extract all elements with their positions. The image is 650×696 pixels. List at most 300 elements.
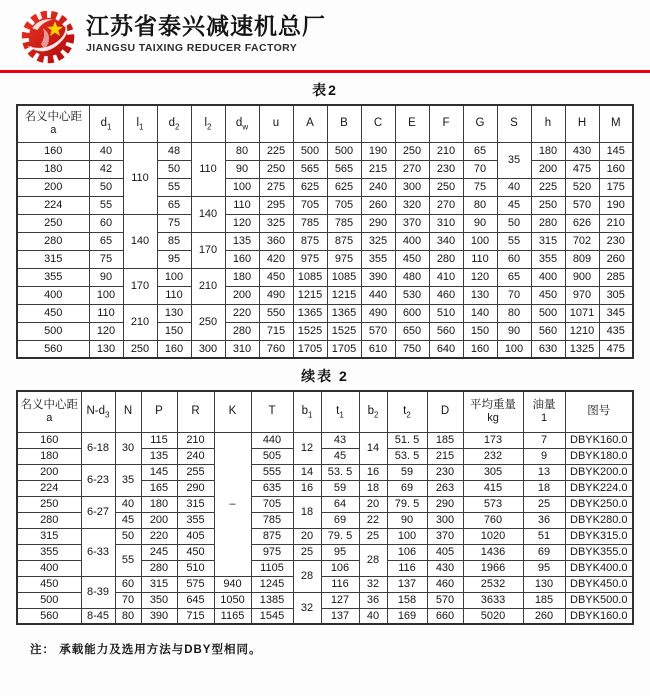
- table-cell: 405: [177, 528, 214, 544]
- table-cell: 1020: [463, 528, 523, 544]
- table-cell: 90: [89, 268, 123, 286]
- table-cell: 355: [531, 250, 565, 268]
- table-cell: 65: [89, 232, 123, 250]
- column-header: $d_2$: [157, 105, 191, 142]
- table-cell: 575: [177, 576, 214, 592]
- table-cell: 173: [463, 432, 523, 448]
- table-row: [17, 178, 633, 196]
- column-header: R: [177, 391, 214, 432]
- table-cell: 560: [17, 340, 89, 358]
- table-cell: 625: [327, 178, 361, 196]
- table-cell: 60: [89, 214, 123, 232]
- table-cell: 1365: [327, 304, 361, 322]
- table-cell: 630: [531, 340, 565, 358]
- table-cell: 325: [361, 232, 395, 250]
- table-cell: 210: [599, 214, 633, 232]
- continued-spec-table: [16, 390, 634, 625]
- table-cell: 160: [225, 250, 259, 268]
- table-cell: 555: [251, 464, 293, 480]
- table-cell: 705: [251, 496, 293, 512]
- table-cell: 785: [293, 214, 327, 232]
- table-cell: 405: [427, 544, 463, 560]
- table-cell: 51. 5: [387, 432, 427, 448]
- table-cell: 43: [321, 432, 359, 448]
- table-cell: 275: [259, 178, 293, 196]
- table-cell: 69: [387, 480, 427, 496]
- table-cell: 95: [523, 560, 565, 576]
- column-header: $d_w$: [225, 105, 259, 142]
- table-cell: 90: [497, 322, 531, 340]
- table-cell: 210: [191, 268, 225, 304]
- table-cell: 390: [141, 608, 177, 624]
- table-cell: 40: [115, 496, 141, 512]
- table-cell: 280: [141, 560, 177, 576]
- table-cell: 450: [177, 544, 214, 560]
- table-cell: 3633: [463, 592, 523, 608]
- table-row: [17, 160, 633, 178]
- table-cell: 809: [565, 250, 599, 268]
- column-header: F: [429, 105, 463, 142]
- table-row: [17, 268, 633, 286]
- table-cell: 280: [531, 214, 565, 232]
- table-cell: 410: [429, 268, 463, 286]
- footnote: 注： 承载能力及选用方法与DBY型相同。: [30, 644, 262, 656]
- table-cell: 225: [531, 178, 565, 196]
- table-cell: 75: [157, 214, 191, 232]
- table-cell: 490: [361, 304, 395, 322]
- table-cell: 295: [259, 196, 293, 214]
- table-cell: 230: [429, 160, 463, 178]
- column-header: $l_2$: [191, 105, 225, 142]
- table-cell: 705: [293, 196, 327, 214]
- table-cell: 25: [293, 544, 321, 560]
- table-cell: 460: [429, 286, 463, 304]
- table-cell: 250: [191, 304, 225, 340]
- table-cell: 120: [89, 322, 123, 340]
- table-cell: 450: [531, 286, 565, 304]
- table-cell: 430: [427, 560, 463, 576]
- table-cell: DBYK250.0: [565, 496, 633, 512]
- table-cell: 137: [387, 576, 427, 592]
- table-cell: 220: [225, 304, 259, 322]
- table-cell: 160: [17, 432, 81, 448]
- table-cell: 160: [599, 160, 633, 178]
- table-cell: 500: [17, 592, 81, 608]
- table-cell: 475: [599, 340, 633, 358]
- table-cell: 900: [565, 268, 599, 286]
- table-cell: 240: [177, 448, 214, 464]
- table-cell: 560: [531, 322, 565, 340]
- table-cell: 70: [115, 592, 141, 608]
- gear-star-logo-icon: [20, 9, 76, 65]
- table-cell: 360: [259, 232, 293, 250]
- table-cell: 65: [463, 142, 497, 160]
- table-cell: 59: [387, 464, 427, 480]
- table-row: [17, 432, 633, 448]
- table-cell: 400: [395, 232, 429, 250]
- table-row: [17, 576, 633, 592]
- table-cell: 53. 5: [321, 464, 359, 480]
- table-cell: 35: [115, 464, 141, 496]
- column-header: $b_2$: [359, 391, 387, 432]
- table-cell: 135: [225, 232, 259, 250]
- table-cell: 115: [141, 432, 177, 448]
- table-cell: 130: [89, 340, 123, 358]
- table-cell: 250: [531, 196, 565, 214]
- table-cell: 640: [429, 340, 463, 358]
- table-cell: 255: [177, 464, 214, 480]
- table-cell: 310: [429, 214, 463, 232]
- table-cell: 6-27: [81, 496, 115, 528]
- table-cell: 8-39: [81, 576, 115, 608]
- table-cell: 100: [497, 340, 531, 358]
- table-cell: 45: [321, 448, 359, 464]
- table-cell: 315: [531, 232, 565, 250]
- table-cell: 440: [361, 286, 395, 304]
- factory-header: [0, 0, 650, 62]
- column-header: B: [327, 105, 361, 142]
- table-row: [17, 340, 633, 358]
- table-cell: DBYK500.0: [565, 592, 633, 608]
- table-cell: 90: [463, 214, 497, 232]
- table-cell: 55: [497, 232, 531, 250]
- table-cell: 230: [427, 464, 463, 480]
- red-divider: [0, 70, 650, 73]
- table-cell: 1436: [463, 544, 523, 560]
- table-row: [17, 496, 633, 512]
- table-cell: 80: [115, 608, 141, 624]
- table-cell: 1245: [251, 576, 293, 592]
- table-cell: 45: [115, 512, 141, 528]
- column-header: u: [259, 105, 293, 142]
- table-cell: 420: [259, 250, 293, 268]
- header-row: [17, 391, 633, 432]
- table-cell: 60: [497, 250, 531, 268]
- table-cell: 1705: [293, 340, 327, 358]
- table-cell: 210: [123, 304, 157, 340]
- column-header: h: [531, 105, 565, 142]
- table-cell: 355: [177, 512, 214, 528]
- table-cell: 64: [321, 496, 359, 512]
- table-cell: 14: [293, 464, 321, 480]
- table-cell: 90: [225, 160, 259, 178]
- column-header: H: [565, 105, 599, 142]
- table-cell: 190: [361, 142, 395, 160]
- column-header: $l_1$: [123, 105, 157, 142]
- table-cell: 320: [395, 196, 429, 214]
- column-header: G: [463, 105, 497, 142]
- table-cell: 285: [599, 268, 633, 286]
- table-cell: 500: [327, 142, 361, 160]
- table-cell: 106: [321, 560, 359, 576]
- table-cell: 100: [157, 268, 191, 286]
- table-cell: DBYK315.0: [565, 528, 633, 544]
- table-cell: 50: [157, 160, 191, 178]
- table-cell: 550: [259, 304, 293, 322]
- table-cell: 210: [177, 432, 214, 448]
- table-cell: 600: [395, 304, 429, 322]
- table-cell: 570: [361, 322, 395, 340]
- table-cell: 390: [361, 268, 395, 286]
- table-cell: 1085: [327, 268, 361, 286]
- table-cell: 55: [157, 178, 191, 196]
- table-cell: 100: [89, 286, 123, 304]
- table-cell: 30: [115, 432, 141, 464]
- column-header: $t_1$: [321, 391, 359, 432]
- column-header: 油量 1: [523, 391, 565, 432]
- table-cell: 1525: [327, 322, 361, 340]
- header-text-block: [86, 9, 326, 54]
- table-cell: 25: [523, 496, 565, 512]
- factory-subtitle: JIANGSU TAIXING REDUCER FACTORY: [86, 42, 298, 54]
- table-cell: 69: [321, 512, 359, 528]
- table-cell: 140: [463, 304, 497, 322]
- table-cell: 460: [427, 576, 463, 592]
- table-cell: 450: [17, 304, 89, 322]
- table-cell: DBYK400.0: [565, 560, 633, 576]
- table-cell: 40: [359, 608, 387, 624]
- table-cell: 440: [251, 432, 293, 448]
- table-cell: 490: [259, 286, 293, 304]
- table-cell: 300: [395, 178, 429, 196]
- table-cell: 170: [191, 232, 225, 268]
- table-cell: 165: [141, 480, 177, 496]
- table-cell: DBYK160.0: [565, 608, 633, 624]
- table-cell: 635: [251, 480, 293, 496]
- table-cell: 28: [359, 544, 387, 576]
- table-cell: 145: [141, 464, 177, 480]
- table-cell: 1105: [251, 560, 293, 576]
- table-cell: 100: [463, 232, 497, 250]
- table-cell: 6-18: [81, 432, 115, 464]
- column-header: D: [427, 391, 463, 432]
- table-cell: 875: [251, 528, 293, 544]
- table-cell: 65: [497, 268, 531, 286]
- table-cell: 1385: [251, 592, 293, 608]
- table-cell: 505: [251, 448, 293, 464]
- table-cell: 215: [427, 448, 463, 464]
- table1-caption: 表2: [312, 82, 338, 98]
- table-cell: 79. 5: [321, 528, 359, 544]
- table-cell: 760: [463, 512, 523, 528]
- table-cell: 70: [463, 160, 497, 178]
- table-cell: 160: [157, 340, 191, 358]
- table-cell: 70: [497, 286, 531, 304]
- table-cell: 6-33: [81, 528, 115, 576]
- table-row: [17, 464, 633, 480]
- table-cell: 400: [17, 286, 89, 304]
- column-header: T: [251, 391, 293, 432]
- column-header: $t_2$: [387, 391, 427, 432]
- column-header: N: [115, 391, 141, 432]
- table-cell: 16: [359, 464, 387, 480]
- table-cell: 355: [17, 268, 89, 286]
- table-cell: 290: [361, 214, 395, 232]
- table-cell: 260: [523, 608, 565, 624]
- column-header: $b_1$: [293, 391, 321, 432]
- table-cell: 13: [523, 464, 565, 480]
- table-cell: 280: [225, 322, 259, 340]
- table-cell: 7: [523, 432, 565, 448]
- table-cell: 135: [141, 448, 177, 464]
- table-cell: 110: [463, 250, 497, 268]
- table-cell: 45: [497, 196, 531, 214]
- table-cell: 530: [395, 286, 429, 304]
- table-cell: 510: [429, 304, 463, 322]
- table-row: [17, 322, 633, 340]
- table-cell: 232: [463, 448, 523, 464]
- table-cell: 79. 5: [387, 496, 427, 512]
- table-cell: 110: [123, 142, 157, 214]
- table-cell: 110: [225, 196, 259, 214]
- table-cell: 190: [599, 196, 633, 214]
- table-cell: 224: [17, 196, 89, 214]
- table-cell: 150: [157, 322, 191, 340]
- table-cell: 970: [565, 286, 599, 304]
- table-cell: 240: [361, 178, 395, 196]
- table-cell: 300: [191, 340, 225, 358]
- table-cell: DBYK200.0: [565, 464, 633, 480]
- column-header: P: [141, 391, 177, 432]
- table-cell: 715: [259, 322, 293, 340]
- table-cell: 65: [157, 196, 191, 214]
- table-cell: 400: [531, 268, 565, 286]
- table-cell: 75: [463, 178, 497, 196]
- table-cell: 450: [17, 576, 81, 592]
- table-cell: 315: [17, 250, 89, 268]
- table-cell: 180: [17, 448, 81, 464]
- table-row: [17, 608, 633, 624]
- table-cell: 18: [359, 480, 387, 496]
- table-cell: 715: [177, 608, 214, 624]
- table-cell: 110: [157, 286, 191, 304]
- table-cell: 645: [177, 592, 214, 608]
- table-cell: 310: [225, 340, 259, 358]
- table-cell: 150: [463, 322, 497, 340]
- table-cell: 705: [327, 196, 361, 214]
- dimension-spec-table: [16, 104, 634, 359]
- table-cell: 750: [395, 340, 429, 358]
- table-cell: 975: [327, 250, 361, 268]
- table-cell: 315: [141, 576, 177, 592]
- table-cell: 625: [293, 178, 327, 196]
- table-cell: 1325: [565, 340, 599, 358]
- table-cell: 200: [141, 512, 177, 528]
- table-cell: 565: [293, 160, 327, 178]
- table-cell: 130: [463, 286, 497, 304]
- table-cell: 565: [327, 160, 361, 178]
- table-cell: 140: [123, 214, 157, 268]
- table-cell: 230: [599, 232, 633, 250]
- column-header: S: [497, 105, 531, 142]
- table-cell: 1966: [463, 560, 523, 576]
- table-cell: 200: [17, 464, 81, 480]
- table-cell: 22: [359, 512, 387, 528]
- table-cell: 5020: [463, 608, 523, 624]
- table-cell: 355: [17, 544, 81, 560]
- table-cell: DBYK224.0: [565, 480, 633, 496]
- table-cell: 660: [427, 608, 463, 624]
- table-cell: 450: [395, 250, 429, 268]
- table-cell: 270: [395, 160, 429, 178]
- table-cell: 120: [225, 214, 259, 232]
- table-cell: 116: [321, 576, 359, 592]
- table-cell: 80: [497, 304, 531, 322]
- table-cell: 1071: [565, 304, 599, 322]
- column-header: 平均重量 kg: [463, 391, 523, 432]
- table-cell: 145: [599, 142, 633, 160]
- table-cell: 300: [427, 512, 463, 528]
- table-cell: 20: [293, 528, 321, 544]
- table-cell: 14: [359, 432, 387, 464]
- table-cell: 370: [395, 214, 429, 232]
- table-cell: 560: [429, 322, 463, 340]
- table-cell: 500: [293, 142, 327, 160]
- table-cell: –: [214, 432, 251, 576]
- table-cell: 350: [141, 592, 177, 608]
- table-cell: 42: [89, 160, 123, 178]
- table-cell: 80: [463, 196, 497, 214]
- table-cell: 69: [523, 544, 565, 560]
- table-cell: 130: [523, 576, 565, 592]
- table-cell: DBYK160.0: [565, 432, 633, 448]
- table-cell: 1705: [327, 340, 361, 358]
- table-cell: 50: [89, 178, 123, 196]
- table-cell: 480: [395, 268, 429, 286]
- table-cell: 175: [599, 178, 633, 196]
- table-cell: 28: [293, 560, 321, 592]
- table-cell: 200: [17, 178, 89, 196]
- table-cell: DBYK355.0: [565, 544, 633, 560]
- table-cell: 200: [531, 160, 565, 178]
- table-cell: 475: [565, 160, 599, 178]
- table-cell: 158: [387, 592, 427, 608]
- table-cell: 570: [565, 196, 599, 214]
- table-cell: 263: [427, 480, 463, 496]
- table-cell: 260: [361, 196, 395, 214]
- table-cell: 560: [17, 608, 81, 624]
- table-cell: 120: [463, 268, 497, 286]
- table-cell: 2532: [463, 576, 523, 592]
- table-cell: 355: [361, 250, 395, 268]
- table-cell: 500: [17, 322, 89, 340]
- table-cell: 1085: [293, 268, 327, 286]
- table-cell: 975: [293, 250, 327, 268]
- table-cell: 180: [225, 268, 259, 286]
- table-cell: 760: [259, 340, 293, 358]
- table-cell: 110: [89, 304, 123, 322]
- table-cell: 180: [531, 142, 565, 160]
- table-row: [17, 528, 633, 544]
- table-cell: 12: [293, 432, 321, 464]
- table-cell: 570: [427, 592, 463, 608]
- table-cell: 224: [17, 480, 81, 496]
- table-row: [17, 196, 633, 214]
- table-cell: 1165: [214, 608, 251, 624]
- table-cell: 53. 5: [387, 448, 427, 464]
- table-row: [17, 232, 633, 250]
- table-cell: 85: [157, 232, 191, 250]
- table-cell: 185: [523, 592, 565, 608]
- table-cell: 40: [89, 142, 123, 160]
- table-cell: 610: [361, 340, 395, 358]
- table-cell: 340: [429, 232, 463, 250]
- table-cell: 305: [599, 286, 633, 304]
- table-cell: 500: [531, 304, 565, 322]
- column-header: 名义中心距 a: [17, 105, 89, 142]
- table-row: [17, 214, 633, 232]
- table-cell: 16: [293, 480, 321, 496]
